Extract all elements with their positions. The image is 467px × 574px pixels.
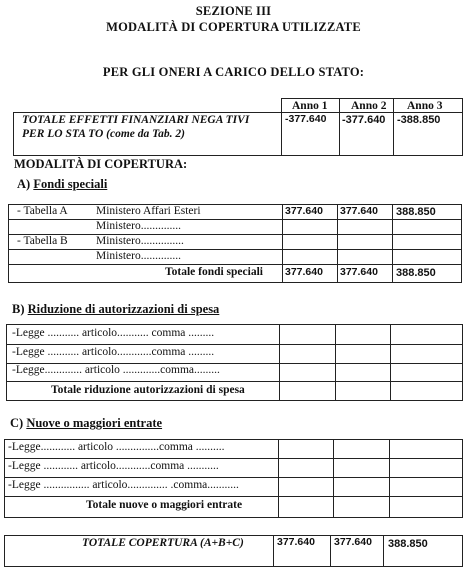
- row-b3: -Legge............. articolo .............comma.........: [12, 364, 220, 376]
- section-a-title: Fondi speciali: [33, 177, 108, 191]
- section-a-total-1: 377.640: [285, 266, 323, 278]
- section-a-total-label: Totale fondi speciali: [165, 266, 263, 278]
- grand-total-label: TOTALE COPERTURA (A+B+C): [82, 537, 244, 549]
- page-title: MODALITÀ DI COPERTURA UTILIZZATE: [106, 20, 361, 34]
- section-c-heading: [10, 416, 162, 431]
- section-b-total-label: Totale riduzione autorizzazioni di spesa: [51, 384, 245, 396]
- section-c-total-label: Totale nuove o maggiori entrate: [86, 499, 243, 511]
- row-b1: -Legge ........... articolo........... comma .........: [12, 327, 215, 339]
- row-c2: -Legge ............ articolo............comma ...........: [8, 460, 219, 472]
- row-a4-ministry: Ministero..............: [96, 250, 181, 262]
- year-header-2: Anno 2: [351, 100, 387, 112]
- effects-label-line1: TOTALE EFFETTI FINANZIARI NEGA TIVI: [22, 114, 250, 126]
- effects-value-1: -377.640: [285, 113, 327, 125]
- row-b2: -Legge ........... articolo............comma .........: [12, 346, 215, 358]
- year-header-1: Anno 1: [292, 100, 328, 112]
- modalita-heading: MODALITÀ DI COPERTURA:: [14, 157, 188, 171]
- year-header-3: Anno 3: [407, 100, 443, 112]
- row-a1-label: - Tabella A: [17, 205, 68, 217]
- grand-total-value-1: 377.640: [277, 536, 315, 548]
- section-c-prefix: C): [10, 416, 24, 430]
- section-a-heading: [17, 177, 107, 192]
- row-a1-ministry: Ministero Affari Esteri: [96, 205, 201, 217]
- grand-total-value-3: 388.850: [388, 538, 428, 550]
- section-a-prefix: A): [17, 177, 31, 191]
- section-b-heading: [12, 302, 219, 317]
- row-a3-ministry: Ministero...............: [96, 235, 184, 247]
- row-c3: -Legge ................ articolo.............. .comma...........: [8, 479, 239, 491]
- section-a-total-3: 388.850: [396, 267, 436, 279]
- effects-value-3: -388.850: [397, 114, 441, 126]
- grand-total-value-2: 377.640: [334, 536, 372, 548]
- effects-label-line2: PER LO STA TO (come da Tab. 2): [22, 128, 185, 140]
- row-c1: -Legge............ articolo ...............comma ..........: [8, 441, 225, 453]
- row-a3-label: - Tabella B: [17, 235, 68, 247]
- section-a-total-2: 377.640: [340, 266, 378, 278]
- row-a1-value-3: 388.850: [396, 206, 436, 218]
- section-b-prefix: B): [12, 302, 25, 316]
- page-subtitle: PER GLI ONERI A CARICO DELLO STATO:: [102, 65, 365, 79]
- row-a1-value-1: 377.640: [285, 205, 323, 217]
- section-heading: SEZIONE III: [195, 4, 272, 18]
- section-c-title: Nuove o maggiori entrate: [26, 416, 163, 430]
- row-a1-value-2: 377.640: [340, 205, 378, 217]
- row-a2-ministry: Ministero..............: [96, 220, 181, 232]
- section-b-title: Riduzione di autorizzazioni di spesa: [27, 302, 220, 316]
- effects-value-2: -377.640: [342, 114, 386, 126]
